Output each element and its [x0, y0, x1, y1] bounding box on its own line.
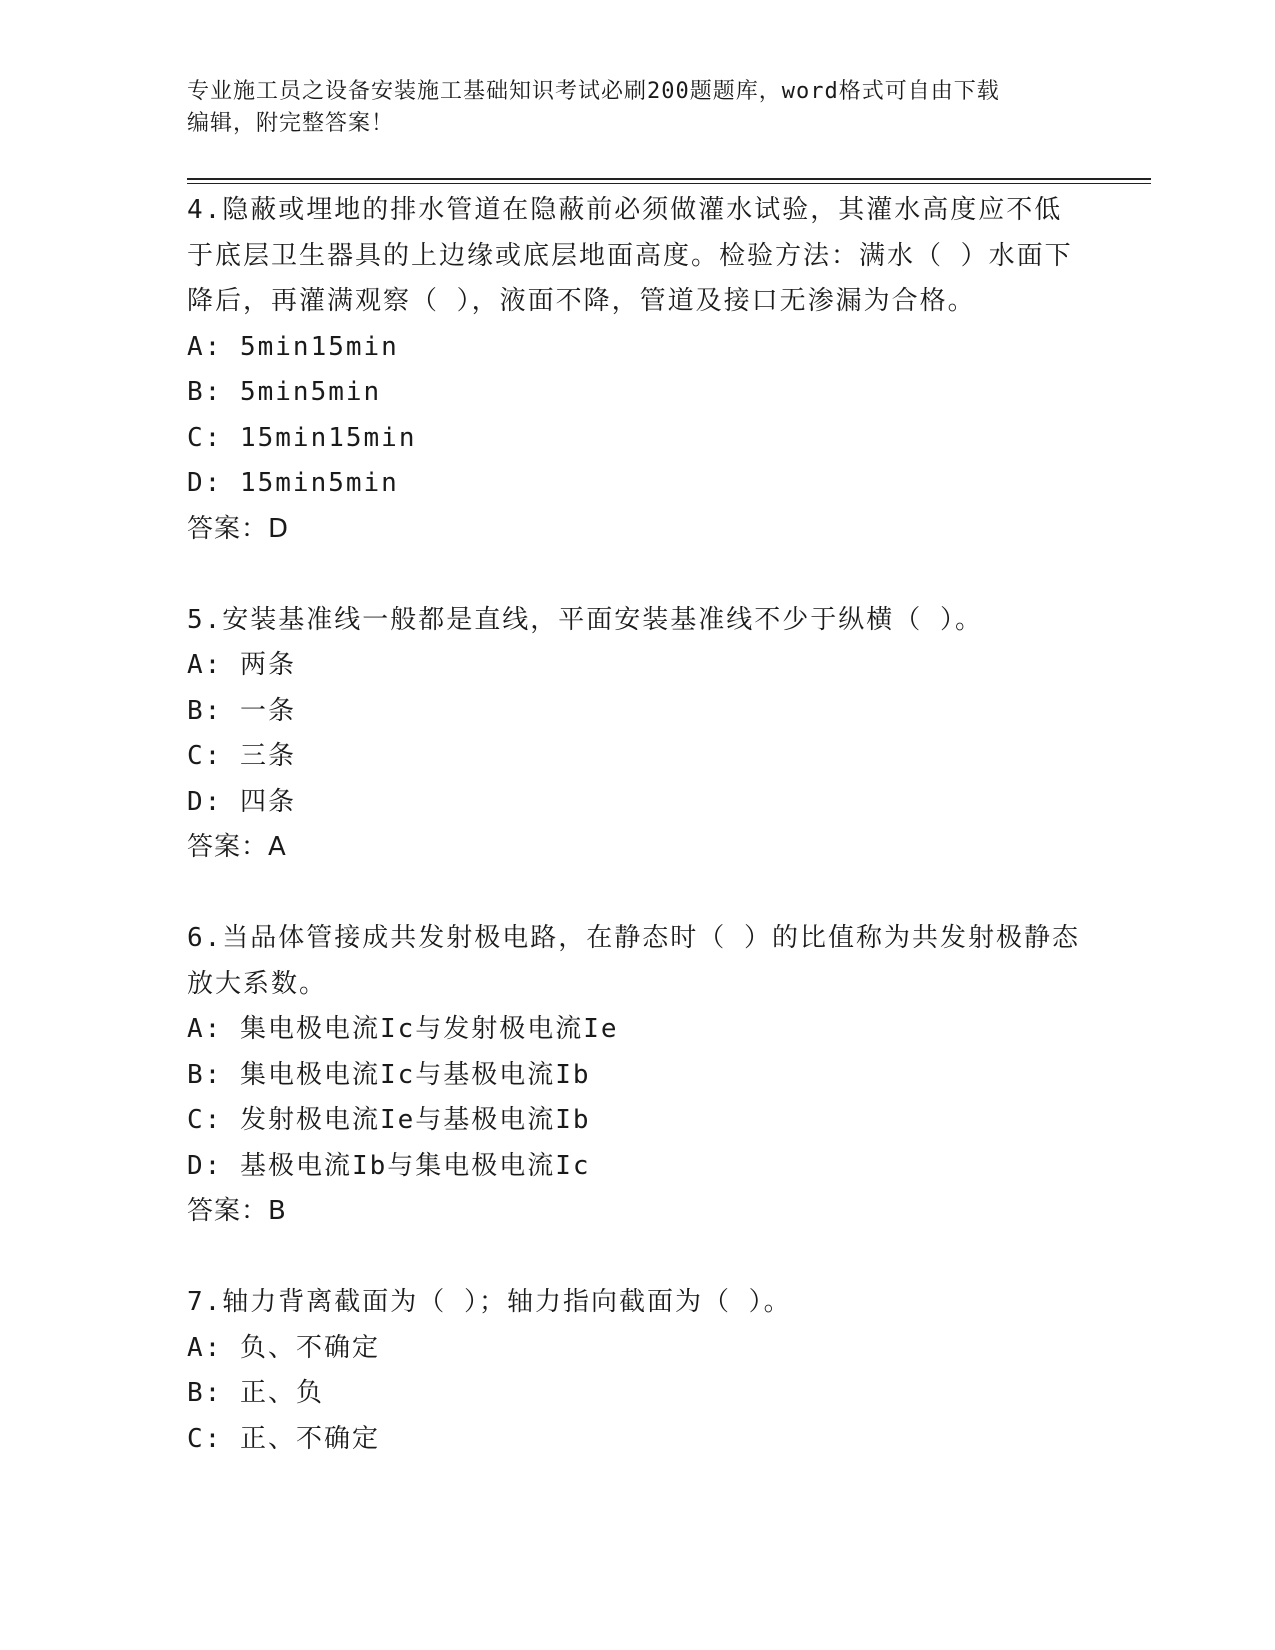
document-header [187, 76, 1067, 140]
option-a: A: 5min15min [187, 331, 399, 362]
question-stem: 7.轴力背离截面为（ ）；轴力指向截面为（ ）。 [187, 1287, 792, 1317]
question-7 [187, 1280, 1087, 1462]
question-stem: 6.当品体管接成共发射极电路，在静态时（ ）的比值称为共发射极静态放大系数。 [187, 923, 1080, 999]
option-d: D: 基极电流Ib与集电极电流Ic [187, 1150, 591, 1181]
option-b: B: 5min5min [187, 377, 382, 407]
option-c: C: 15min15min [187, 422, 417, 453]
header-line-1: 专业施工员之设备安装施工基础知识考试必刷200题题库，word格式可自由下载 [187, 79, 1000, 104]
question-stem: 4.隐蔽或埋地的排水管道在隐蔽前必须做灌水试验，其灌水高度应不低于底层卫生器具的上边缘或底层地面高度。检验方法：满水（ ）水面下降后，再灌满观察（ ），液面不降，管道及接口无渗漏为合格。 [187, 195, 1073, 316]
answer: 答案：D [187, 513, 290, 544]
option-d: D: 15min5min [187, 468, 399, 498]
question-spacer [187, 871, 1087, 917]
question-5 [187, 598, 1087, 871]
header-line-2: 编辑，附完整答案！ [187, 111, 395, 136]
option-c: C: 正、不确定 [187, 1423, 380, 1454]
header-divider-thick [187, 178, 1151, 180]
answer: 答案：A [187, 832, 287, 862]
header-divider-thin [187, 183, 1151, 184]
option-a: A: 负、不确定 [187, 1332, 380, 1363]
question-spacer [187, 1235, 1087, 1281]
option-c: C: 发射极电流Ie与基极电流Ib [187, 1105, 591, 1135]
option-a: A: 两条 [187, 650, 296, 680]
option-a: A: 集电极电流Ic与发射极电流Ie [187, 1014, 619, 1044]
question-list [187, 188, 1087, 1462]
option-b: B: 正、负 [187, 1378, 324, 1408]
question-4 [187, 188, 1087, 552]
option-c: C: 三条 [187, 741, 296, 771]
question-spacer [187, 552, 1087, 598]
question-stem: 5.安装基准线一般都是直线，平面安装基准线不少于纵横（ ）。 [187, 604, 983, 635]
option-b: B: 一条 [187, 695, 296, 726]
question-6 [187, 916, 1087, 1235]
option-d: D: 四条 [187, 786, 296, 817]
answer: 答案：B [187, 1196, 287, 1226]
option-b: B: 集电极电流Ic与基极电流Ib [187, 1059, 591, 1090]
